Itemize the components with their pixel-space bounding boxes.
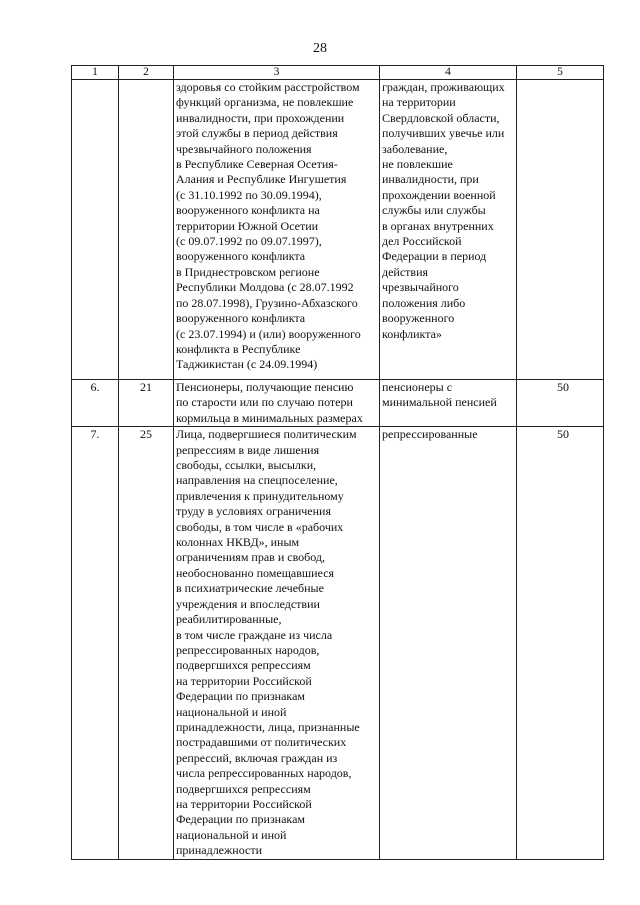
row-category: репрессированные bbox=[380, 427, 517, 859]
row-code: 21 bbox=[119, 380, 174, 427]
row-number bbox=[72, 80, 119, 380]
table-row bbox=[72, 427, 604, 859]
table-row bbox=[72, 80, 604, 380]
row-value: 50 bbox=[517, 380, 604, 427]
row-description: здоровья со стойким расстройством функций организма, не повлекшие инвалидности, при прохождении этой службы в период действия чрезвычайного положения в Республике Северная Осетия- Алания и Республике Ингушетия (с 31.10.1992 по 30.09.1994), вооруженного конфликта на территории Южной Осетии (с 09.07.1992 по 09.07.1997), вооруженного конфликта в Приднестровском регионе Республики Молдова (с 28.07.1992 по 28.07.1998), Грузино-Абхазского вооруженного конфликта (с 23.07.1994) и (или) вооруженного конфликта в Республике Таджикистан (с 24.09.1994) bbox=[174, 80, 380, 380]
row-number: 6. bbox=[72, 380, 119, 427]
row-category: граждан, проживающих на территории Свердловской области, получивших увечье или заболевание, не повлекшие инвалидности, при прохождении военной службы или службы в органах внутренних дел Российской Федерации в период действия чрезвычайного положения либо вооруженного конфликта» bbox=[380, 80, 517, 380]
page-number: 28 bbox=[313, 41, 327, 56]
column-header: 4 bbox=[380, 66, 517, 80]
table-row bbox=[72, 380, 604, 427]
column-header: 2 bbox=[119, 66, 174, 80]
table-header-row bbox=[72, 66, 604, 80]
row-value bbox=[517, 80, 604, 380]
benefits-table bbox=[71, 65, 604, 860]
row-description: Пенсионеры, получающие пенсию по старости или по случаю потери кормильца в минимальных размерах bbox=[174, 380, 380, 427]
row-description: Лица, подвергшиеся политическим репрессиям в виде лишения свободы, ссылки, высылки, направления на спецпоселение, привлечения к принудительному труду в условиях ограничения свободы, в том числе в «рабочих колоннах НКВД», иным ограничениям прав и свобод, необоснованно помещавшиеся в психиатрические лечебные учреждения и впоследствии реабилитированные, в том числе граждане из числа репрессированных народов, подвергшихся репрессиям на территории Российской Федерации по признакам национальной и иной принадлежности, лица, признанные пострадавшими от политических репрессий, включая граждан из числа репрессированных народов, подвергшихся репрессиям на территории Российской Федерации по признакам национальной и иной принадлежности bbox=[174, 427, 380, 859]
row-code: 25 bbox=[119, 427, 174, 859]
row-code bbox=[119, 80, 174, 380]
row-number: 7. bbox=[72, 427, 119, 859]
column-header: 1 bbox=[72, 66, 119, 80]
column-header: 3 bbox=[174, 66, 380, 80]
row-category: пенсионеры с минимальной пенсией bbox=[380, 380, 517, 427]
column-header: 5 bbox=[517, 66, 604, 80]
row-value: 50 bbox=[517, 427, 604, 859]
